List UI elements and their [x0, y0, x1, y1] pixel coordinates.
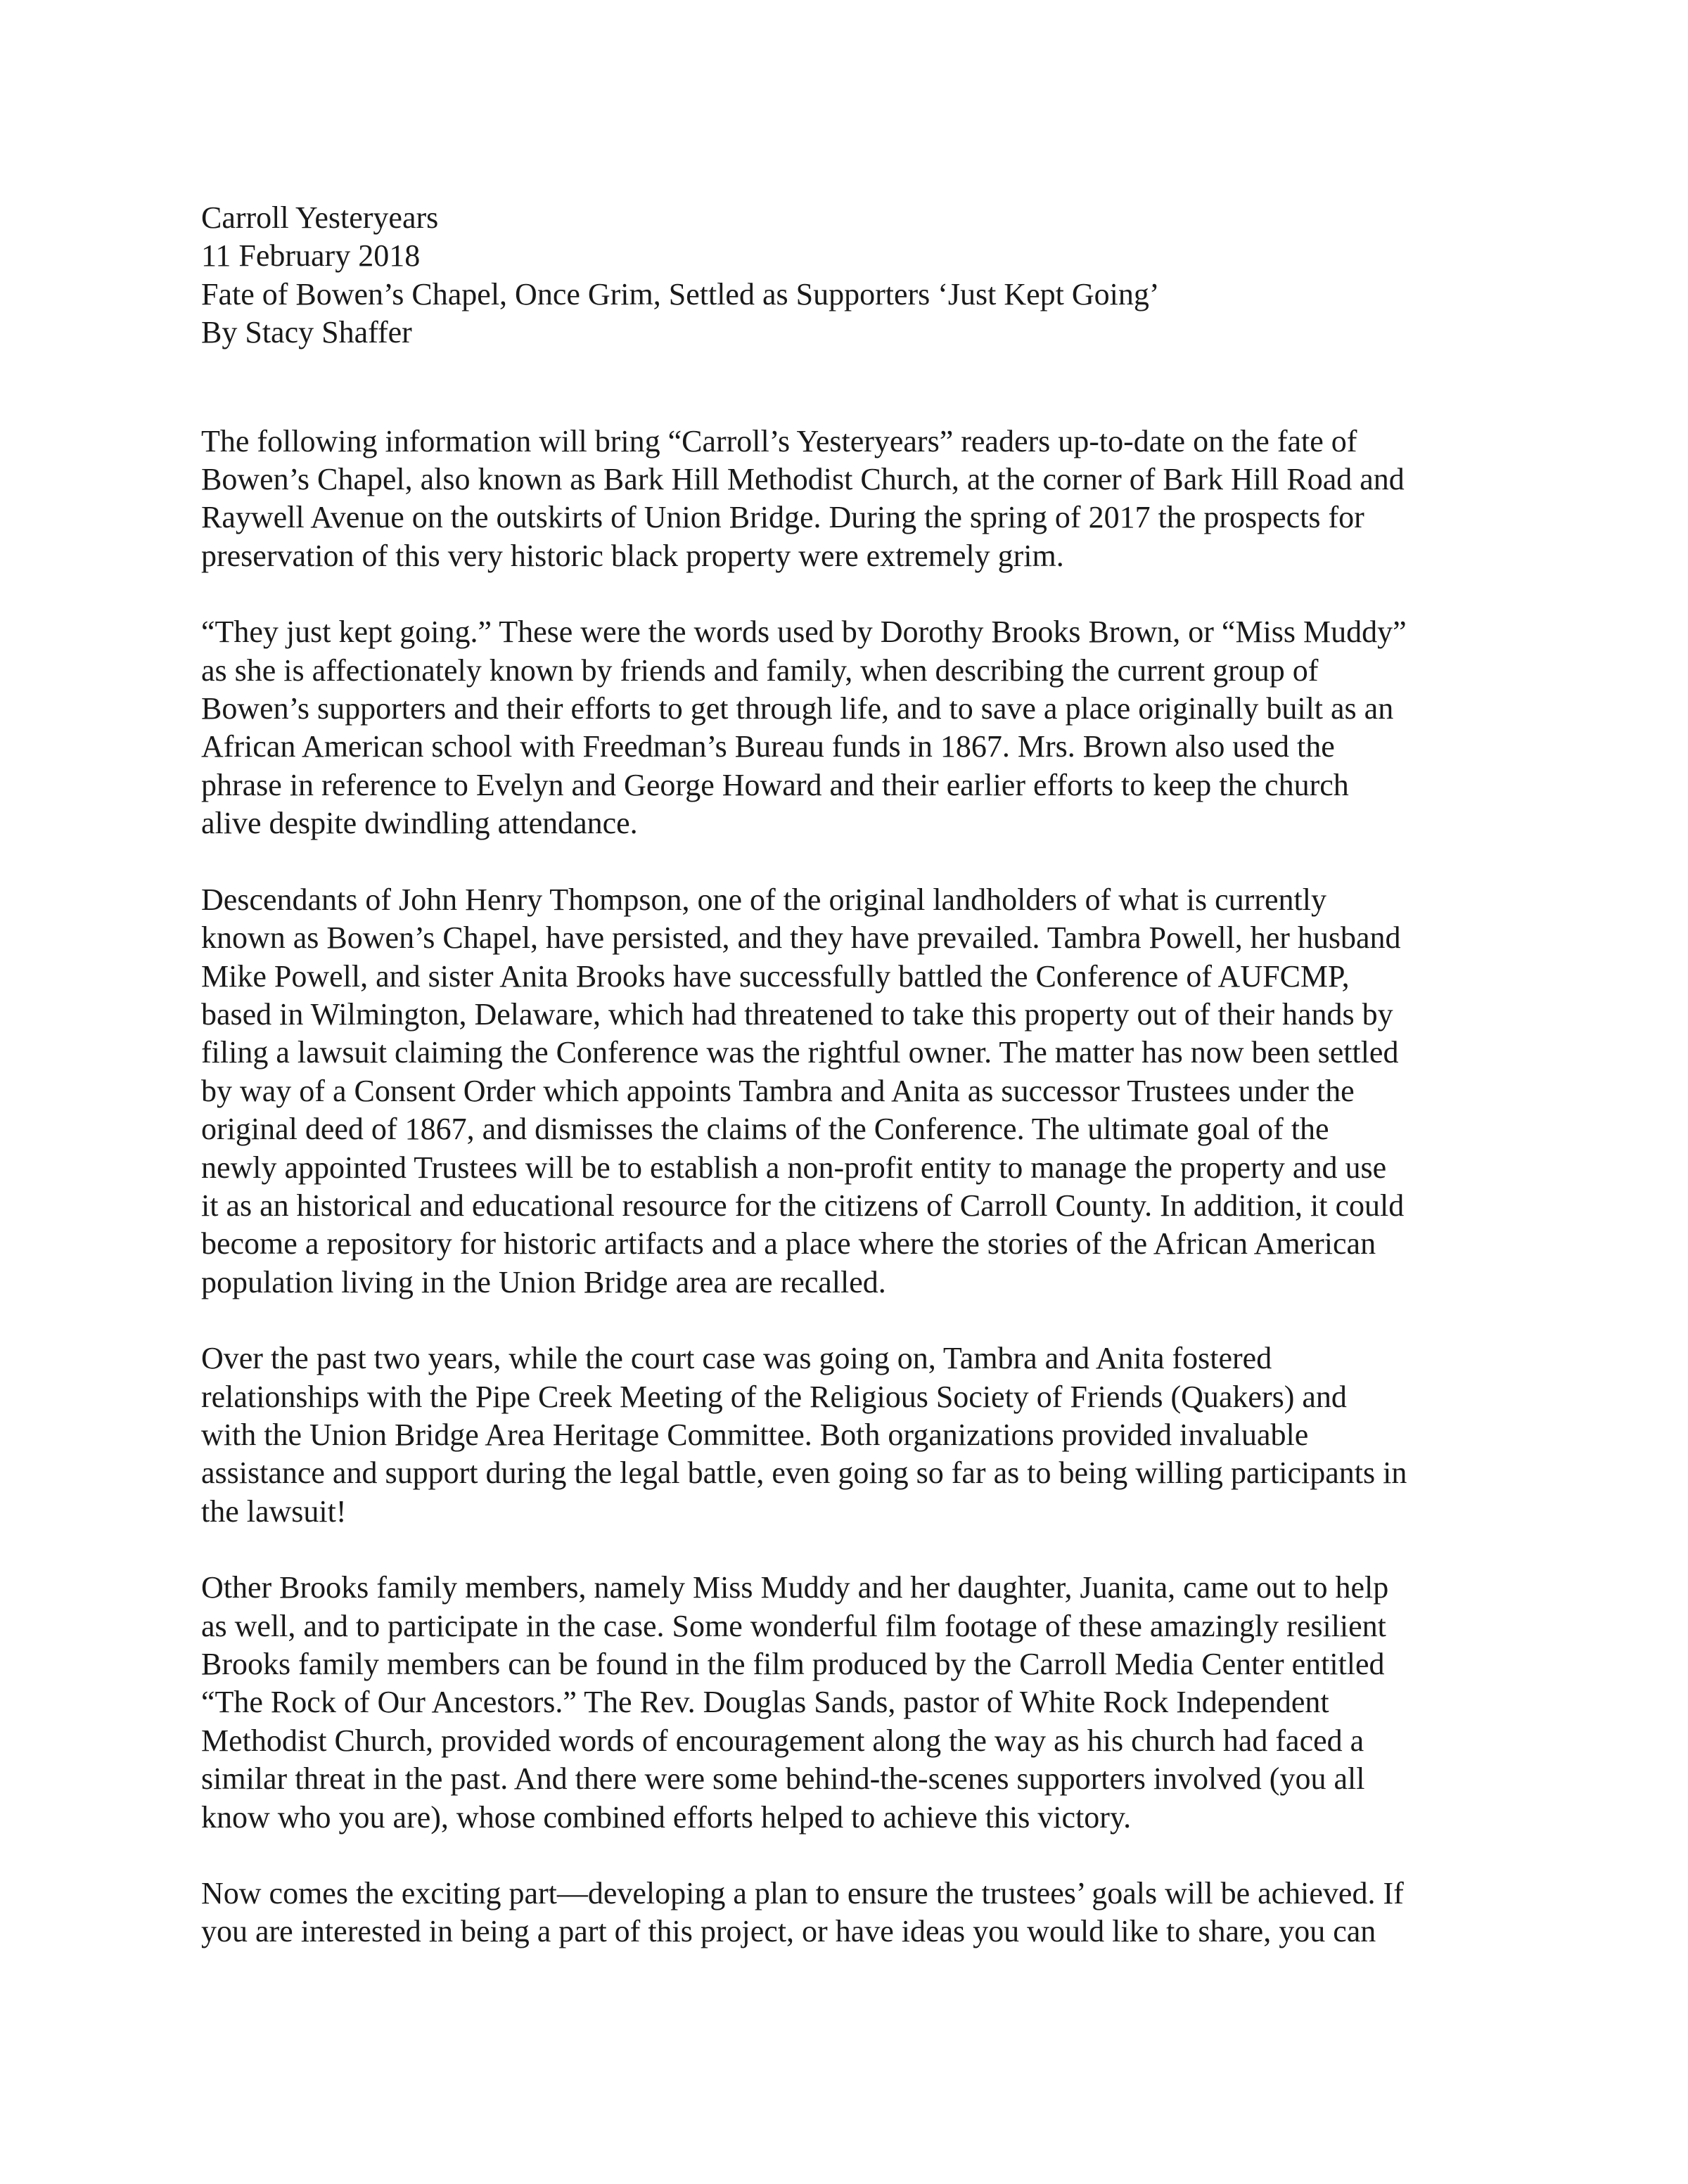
- text-line: you are interested in being a part of this project, or have ideas you would like to share, you can: [201, 1914, 1376, 1949]
- text-line: similar threat in the past. And there were some behind-the-scenes supporters involved (you all: [201, 1761, 1365, 1797]
- text-line: Brooks family members can be found in the film produced by the Carroll Media Center entitled: [201, 1647, 1385, 1681]
- paragraph-3: [201, 881, 1516, 1302]
- byline: By Stacy Shaffer: [201, 315, 412, 350]
- text-line: become a repository for historic artifacts and a place where the stories of the African American: [201, 1226, 1376, 1261]
- paragraph-spacer: [201, 1531, 1516, 1569]
- paragraph-5: [201, 1569, 1516, 1837]
- paragraph-spacer: [201, 843, 1516, 881]
- text-line: the lawsuit!: [201, 1494, 347, 1529]
- text-line: it as an historical and educational resource for the citizens of Carroll County. In addition, it could: [201, 1188, 1405, 1223]
- text-line: relationships with the Pipe Creek Meeting of the Religious Society of Friends (Quakers) and: [201, 1379, 1347, 1414]
- paragraph-spacer: [201, 1837, 1516, 1875]
- text-line: preservation of this very historic black property were extremely grim.: [201, 538, 1064, 573]
- text-line: based in Wilmington, Delaware, which had threatened to take this property out of their hands by: [201, 996, 1393, 1032]
- text-line: know who you are), whose combined efforts helped to achieve this victory.: [201, 1799, 1132, 1835]
- text-line: alive despite dwindling attendance.: [201, 806, 638, 841]
- text-line: Now comes the exciting part—developing a plan to ensure the trustees’ goals will be achieved. If: [201, 1876, 1404, 1911]
- text-line: filing a lawsuit claiming the Conference was the rightful owner. The matter has now been settled: [201, 1035, 1399, 1070]
- text-line: Over the past two years, while the court case was going on, Tambra and Anita fostered: [201, 1341, 1272, 1376]
- text-line: “They just kept going.” These were the words used by Dorothy Brooks Brown, or “Miss Muddy”: [201, 615, 1407, 650]
- text-line: by way of a Consent Order which appoints Tambra and Anita as successor Trustees under the: [201, 1073, 1355, 1108]
- text-line: assistance and support during the legal battle, even going so far as to being willing participants in: [201, 1456, 1407, 1491]
- paragraph-4: [201, 1340, 1516, 1531]
- publication-date: 11 February 2018: [201, 238, 421, 274]
- text-line: Bowen’s Chapel, also known as Bark Hill Methodist Church, at the corner of Bark Hill Road and: [201, 462, 1405, 497]
- text-line: Methodist Church, provided words of encouragement along the way as his church had faced a: [201, 1723, 1364, 1758]
- article-body: [201, 199, 1516, 1951]
- paragraph-spacer: [201, 575, 1516, 613]
- text-line: African American school with Freedman’s Bureau funds in 1867. Mrs. Brown also used the: [201, 729, 1335, 764]
- text-line: Raywell Avenue on the outskirts of Union Bridge. During the spring of 2017 the prospects for: [201, 500, 1364, 535]
- paragraph-1: [201, 423, 1516, 576]
- paragraph-6: [201, 1875, 1516, 1951]
- text-line: Bowen’s supporters and their efforts to get through life, and to save a place originally built as an: [201, 691, 1394, 726]
- article-title: Fate of Bowen’s Chapel, Once Grim, Settled as Supporters ‘Just Kept Going’: [201, 276, 1160, 311]
- article-header: [201, 199, 1516, 352]
- text-line: The following information will bring “Carroll’s Yesteryears” readers up-to-date on the fate of: [201, 423, 1357, 458]
- text-line: original deed of 1867, and dismisses the claims of the Conference. The ultimate goal of the: [201, 1112, 1329, 1147]
- column-name: Carroll Yesteryears: [201, 200, 439, 235]
- text-line: as she is affectionately known by friends and family, when describing the current group of: [201, 653, 1319, 688]
- text-line: as well, and to participate in the case. Some wonderful film footage of these amazingly resilient: [201, 1608, 1386, 1643]
- text-line: “The Rock of Our Ancestors.” The Rev. Douglas Sands, pastor of White Rock Independent: [201, 1685, 1329, 1720]
- header-spacer: [201, 352, 1516, 423]
- text-line: Mike Powell, and sister Anita Brooks have successfully battled the Conference of AUFCMP,: [201, 958, 1350, 994]
- text-line: population living in the Union Bridge area are recalled.: [201, 1264, 886, 1299]
- text-line: phrase in reference to Evelyn and George Howard and their earlier efforts to keep the church: [201, 767, 1349, 802]
- paragraph-2: [201, 613, 1516, 842]
- paragraph-spacer: [201, 1302, 1516, 1340]
- text-line: known as Bowen’s Chapel, have persisted, and they have prevailed. Tambra Powell, her husband: [201, 920, 1401, 956]
- text-line: Other Brooks family members, namely Miss Muddy and her daughter, Juanita, came out to help: [201, 1570, 1389, 1605]
- text-line: Descendants of John Henry Thompson, one of the original landholders of what is currently: [201, 882, 1326, 917]
- text-line: with the Union Bridge Area Heritage Committee. Both organizations provided invaluable: [201, 1417, 1309, 1452]
- text-line: newly appointed Trustees will be to establish a non-profit entity to manage the property and use: [201, 1150, 1387, 1185]
